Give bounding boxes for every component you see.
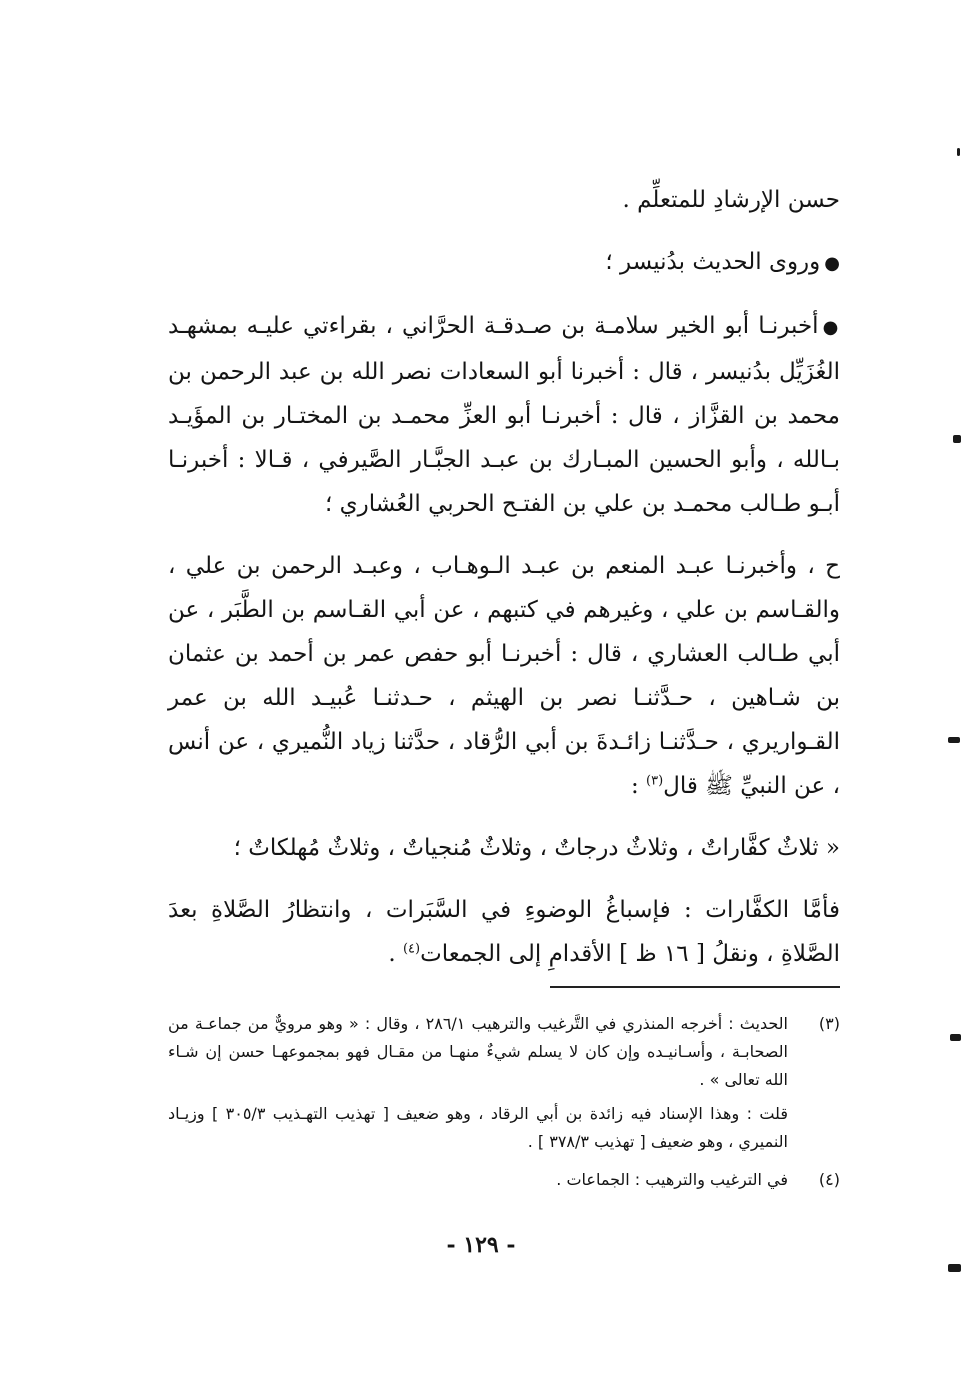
bullet-icon: ● <box>824 253 840 274</box>
page-number: - ١٢٩ - <box>446 1232 516 1258</box>
footnote-text: في الترغيب والترهيب : الجماعات . <box>556 1170 788 1189</box>
scan-edge-mark <box>950 1034 961 1041</box>
footnote-body <box>168 1010 788 1162</box>
footnote-text: الحديث : أخرجه المنذري في التَّرغيب والترهيب ٢٨٦/١ ، وقال : « وهو مرويٌّ من جماعـة من الصحابـة ، وأسـانيـده وإن كان لا يسلم شيءٌ منهـا من مقـال فهو بمجموعهـا حسن إن شـاء الله تعالى » . <box>168 1014 788 1089</box>
paragraph-chain-2: ح ، وأخبرنـا عبـد المنعم بن عبـد الـوهـاب ، وعبـد الرحمن بن علي ، والقـاسم بن علي ، وغيرهم في كتبهم ، عن أبي القـاسم بن الطَّبَر ، عن أبي طـالب العشاري ، قال : أخبرنـا أبو حفص عمر بن أحمد بن عثمان بن شـاهين ، حـدَّثنـا نصر بن الهيثم ، حـدثنـا عُبيـد الله بن عمر القـواريري ، حـدَّثنـا زائـدةَ بن أبي الرُّقاد ، حدَّثنا زياد النُّميري ، عن أنس ، عن النبيِّ ﷺ قال$^{(٣)}$ : <box>168 553 840 799</box>
paragraph-narration: ●وروى الحديث بدُنيسر ؛ <box>605 249 840 275</box>
footnote-number: (٤) <box>818 1170 840 1189</box>
footnote-3 <box>168 1010 840 1162</box>
paragraph-hadith: « ثلاثٌ كفَّاراتٌ ، وثلاثٌ درجاتٌ ، وثلاثٌ مُنجياتٌ ، وثلاثٌ مُهلكاتٌ ؛ <box>233 835 840 861</box>
paragraph-continuation: حسن الإرشادِ للمتعلِّم . <box>622 187 840 213</box>
scan-edge-mark <box>948 737 960 743</box>
footnote-divider <box>550 986 840 988</box>
footnote-4 <box>168 1166 840 1200</box>
scan-edge-mark <box>957 148 960 156</box>
footnote-ref-4[interactable]: (٤) <box>402 941 421 957</box>
paragraph-chain-1: ●أخبرنـا أبو الخير سلامـة بن صـدقـة الحرَّاني ، بقراءتي عليـه بمشهـد الغُزَيِّل بدُنيسر ، قال : أخبرنا أبو السعادات نصر الله بن عبد الرحمن بن محمد بن القزَّاز ، قال : أخبرنـا أبو العزِّ محمـد بن المختـار بن المؤَيـد بـالله ، وأبو الحسين المبـارك بن عبـد الجبَّـار الصَّيرفي ، قـالا : أخبرنـا أبـو طـالب محمـد بن علي بن الفتـح الحربي العُشاري ؛ <box>168 313 840 517</box>
scan-edge-mark <box>953 435 961 443</box>
paragraph-hadith-explanation: فأمَّا الكفَّارات : فإسباغُ الوضوءِ في السَّبَرات ، وانتظارُ الصَّلاةِ بعدَ الصَّلاةِ ، ونقلُ [ ١٦ ظ ] الأقدامِ إلى الجمعات$^{(٤)}$ . <box>168 897 840 967</box>
bullet-icon: ● <box>822 317 840 338</box>
main-text <box>168 178 840 994</box>
footnote-number: (٣) <box>818 1014 840 1033</box>
footnotes <box>168 1010 840 1204</box>
scan-edge-mark <box>948 1264 961 1272</box>
footnote-text: قلت : وهذا الإسناد فيه زائدة بن أبي الرقاد ، وهو ضعيف [ تهذيب التهـذيب ٣٠٥/٣ ] وزيـاد النميري ، وهو ضعيف [ تهذيب ٣٧٨/٣ ] . <box>168 1104 789 1151</box>
footnote-ref-3[interactable]: (٣) <box>646 773 664 789</box>
footnote-body <box>168 1166 788 1200</box>
